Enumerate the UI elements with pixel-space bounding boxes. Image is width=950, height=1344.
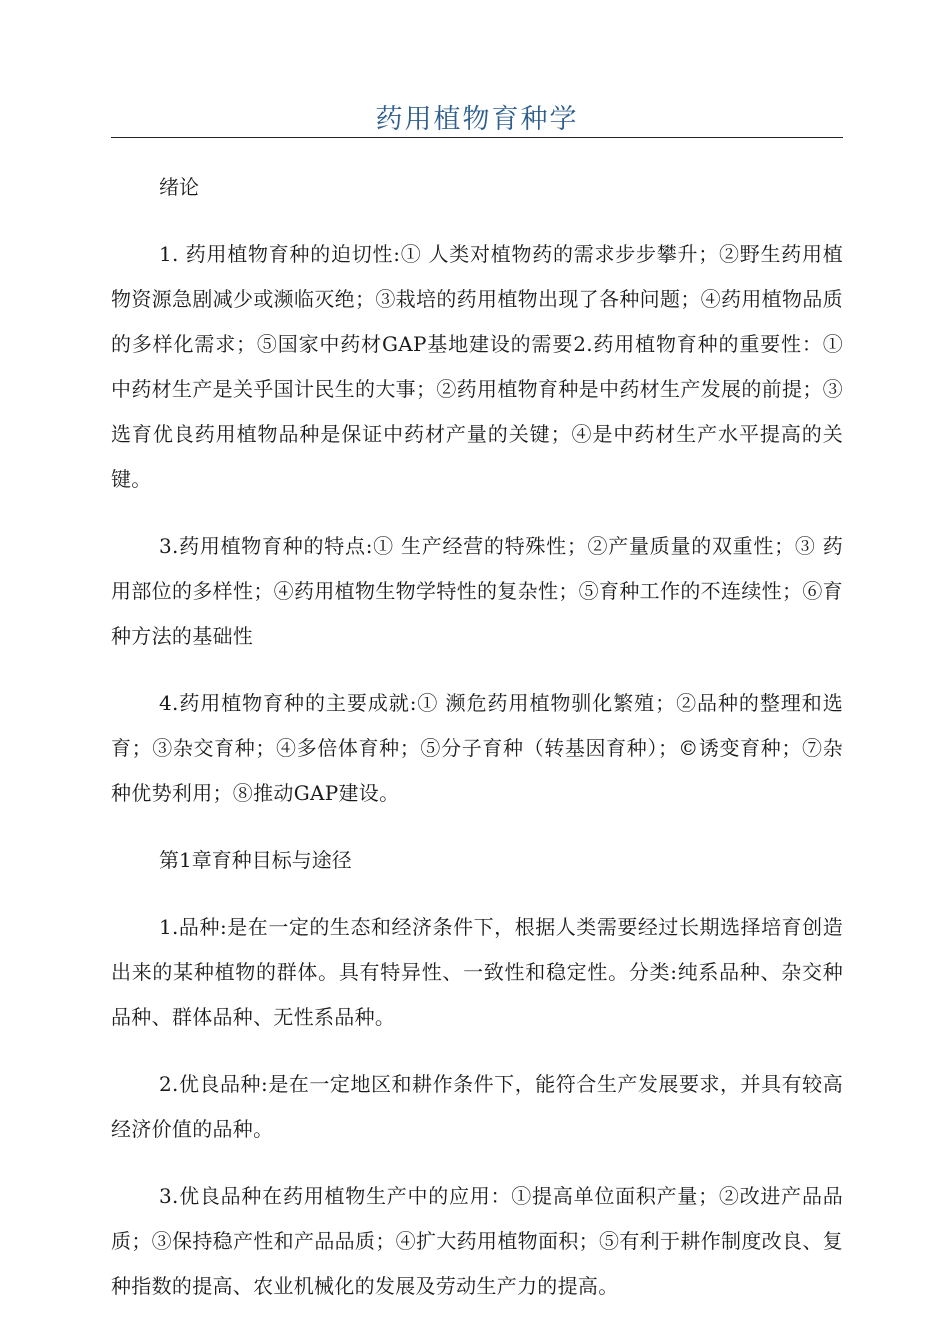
- document-body: [111, 165, 843, 1331]
- document-title: 药用植物育种学: [375, 104, 579, 135]
- paragraph-variety-application: 3.优良品种在药用植物生产中的应用：①提高单位面积产量；②改进产品品质；③保持稳产性和产品品质；④扩大药用植物面积；⑤有利于耕作制度改良、复种指数的提高、农业机械化的发展及劳动生产力的提高。: [111, 1184, 843, 1298]
- section-heading-chapter-1: 第1章育种目标与途径: [159, 848, 352, 872]
- paragraph-superior-variety: 2.优良品种:是在一定地区和耕作条件下，能符合生产发展要求，并具有较高经济价值的品种。: [111, 1072, 843, 1141]
- paragraph-urgency-importance: 1. 药用植物育种的迫切性:① 人类对植物药的需求步步攀升；②野生药用植物资源急剧减少或濒临灭绝；③栽培的药用植物出现了各种问题；④药用植物品质的多样化需求；⑤国家中药材GAP基地建设的需要2.药用植物育种的重要性：①中药材生产是关乎国计民生的大事；②药用植物育种是中药材生产发展的前提；③选育优良药用植物品种是保证中药材产量的关键；④是中药材生产水平提高的关键。: [111, 242, 843, 491]
- section-heading-intro: 绪论: [159, 175, 199, 199]
- paragraph-variety-definition: 1.品种:是在一定的生态和经济条件下，根据人类需要经过长期选择培育创造出来的某种植物的群体。具有特异性、一致性和稳定性。分类:纯系品种、杂交种品种、群体品种、无性系品种。: [111, 915, 843, 1029]
- paragraph-achievements: 4.药用植物育种的主要成就:① 濒危药用植物驯化繁殖；②品种的整理和选育；③杂交育种；④多倍体育种；⑤分子育种（转基因育种）；©诱变育种；⑦杂种优势利用；⑧推动GAP建设。: [111, 691, 843, 805]
- title-underline: [111, 137, 843, 138]
- paragraph-characteristics: 3.药用植物育种的特点:① 生产经营的特殊性；②产量质量的双重性；③ 药用部位的多样性；④药用植物生物学特性的复杂性；⑤育种工作的不连续性；⑥育种方法的基础性: [111, 534, 843, 648]
